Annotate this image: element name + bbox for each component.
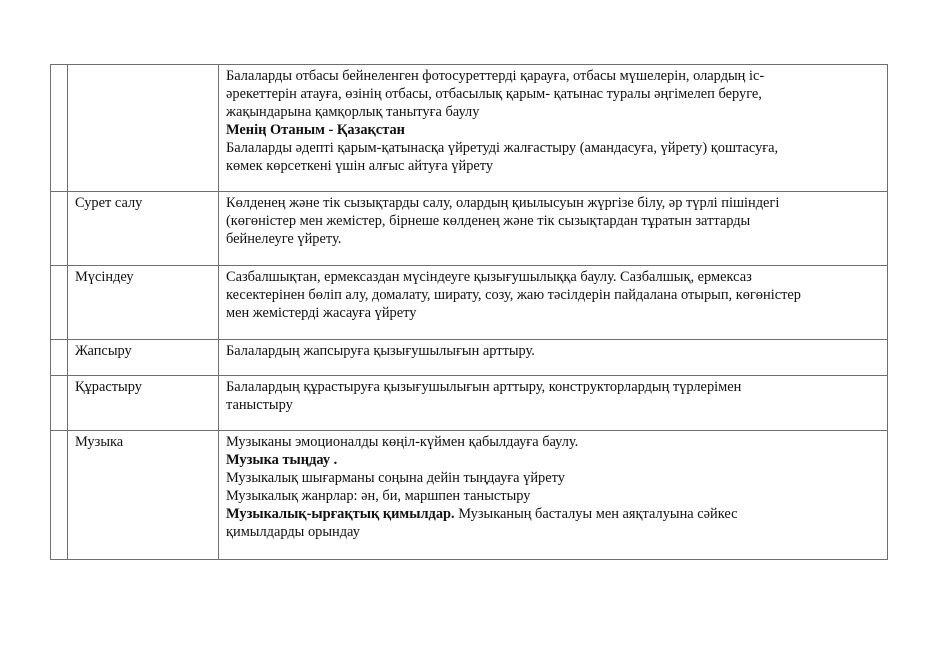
activity-label: Музыка [75, 434, 124, 450]
section-heading: Музыка тыңдау . [226, 452, 338, 468]
description-line: әрекеттерін атауға, өзінің отбасы, отбасылық қарым- қатынас туралы әңгімелеп беруге, [226, 86, 762, 102]
activity-label: Жапсыру [75, 343, 132, 359]
table-row [51, 192, 888, 266]
description-line: жақындарына қамқорлық танытуға баулу [226, 104, 480, 120]
activity-description-cell [219, 65, 888, 192]
activity-label-cell [68, 266, 219, 340]
activity-description-cell [219, 431, 888, 560]
activity-description-cell [219, 266, 888, 340]
activity-label-cell [68, 192, 219, 266]
margin-cell [51, 266, 68, 340]
activity-description-cell [219, 376, 888, 431]
description-line: Сазбалшықтан, ермексаздан мүсіндеуге қызығушылыққа баулу. Сазбалшық, ермексаз [226, 269, 752, 285]
activity-label-cell [68, 431, 219, 560]
activity-label-cell [68, 340, 219, 376]
description-line: (көгөністер мен жемістер, бірнеше көлденең және тік сызықтардан тұратын заттарды [226, 213, 751, 229]
description-line [226, 505, 880, 523]
margin-cell [51, 65, 68, 192]
margin-cell [51, 192, 68, 266]
activity-description-cell [219, 192, 888, 266]
margin-cell [51, 376, 68, 431]
description-line: мен жемістерді жасауға үйрету [226, 305, 417, 321]
table-row [51, 340, 888, 376]
description-line: қимылдарды орындау [226, 524, 360, 540]
description-line: көмек көрсеткені үшін алғыс айтуға үйрету [226, 158, 494, 174]
description-line: Көлденең және тік сызықтарды салу, олардың қиылысуын жүргізе білу, әр түрлі пішіндегі [226, 195, 780, 211]
description-line: Музыкалық жанрлар: ән, би, маршпен таныстыру [226, 488, 531, 504]
activity-label-cell [68, 65, 219, 192]
curriculum-table [50, 64, 888, 560]
description-line: Музыкалық шығарманы соңына дейін тыңдауға үйрету [226, 470, 565, 486]
description-line: Балаларды отбасы бейнеленген фотосуреттерді қарауға, отбасы мүшелерін, олардың іс- [226, 68, 765, 84]
description-line: Балалардың құрастыруға қызығушылығын арттыру, конструкторлардың түрлерімен [226, 379, 742, 395]
description-line: Музыканы эмоционалды көңіл-күймен қабылдауға баулу. [226, 434, 579, 450]
table-row [51, 65, 888, 192]
text-segment: Музыканың басталуы мен аяқталуына сәйкес [454, 506, 738, 522]
table-row [51, 376, 888, 431]
margin-cell [51, 340, 68, 376]
description-line: кесектерінен бөліп алу, домалату, ширату, созу, жаю тәсілдерін пайдалана отырып, көгөністер [226, 287, 801, 303]
description-line: Балалардың жапсыруға қызығушылығын арттыру. [226, 343, 535, 359]
description-line: Балаларды әдепті қарым-қатынасқа үйретуді жалғастыру (амандасуға, үйрету) қоштасуға, [226, 140, 779, 156]
table-row [51, 266, 888, 340]
activity-label: Құрастыру [75, 379, 142, 395]
table-row [51, 431, 888, 560]
activity-label: Сурет салу [75, 195, 143, 211]
margin-cell [51, 431, 68, 560]
activity-label: Мүсіндеу [75, 269, 134, 285]
section-heading: Менің Отаным - Қазақстан [226, 122, 405, 138]
activity-description-cell [219, 340, 888, 376]
activity-label-cell [68, 376, 219, 431]
description-line: бейнелеуге үйрету. [226, 231, 342, 247]
curriculum-table-body [51, 65, 888, 560]
bold-text: Музыкалық-ырғақтық қимылдар. [226, 506, 455, 522]
description-line: таныстыру [226, 397, 293, 413]
